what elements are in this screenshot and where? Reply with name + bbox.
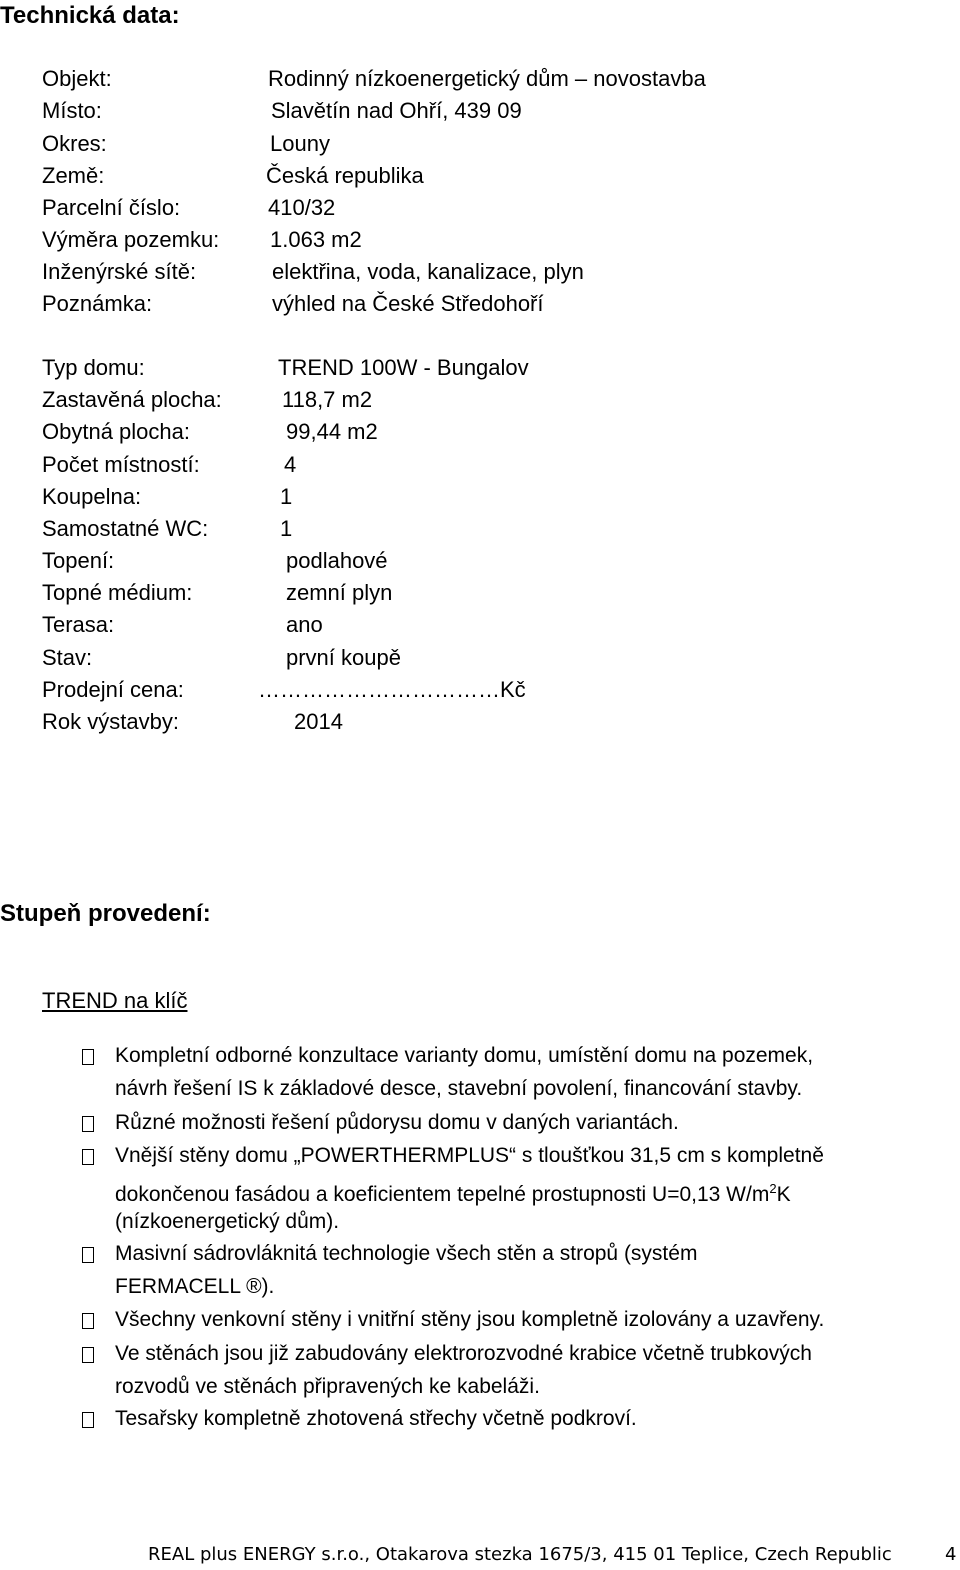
property-label: Objekt: <box>42 66 112 91</box>
house-label: Koupelna: <box>42 484 142 509</box>
house-label: Rok výstavby: <box>42 709 179 734</box>
property-value: elektřina, voda, kanalizace, plyn <box>272 259 584 284</box>
page-number: 4 <box>945 1544 957 1565</box>
property-value: 1.063 m2 <box>270 227 362 252</box>
house-label: Obytná plocha: <box>42 419 190 444</box>
list-item-line: Kompletní odborné konzultace varianty domu, umístění domu na pozemek, <box>115 1044 814 1067</box>
checkbox-icon <box>82 1313 94 1329</box>
superscript: 2 <box>769 1181 777 1196</box>
house-label: Typ domu: <box>42 355 145 380</box>
property-label: Země: <box>42 163 105 188</box>
list-item-text: dokončenou fasádou a koeficientem tepelné prostupnosti U=0,13 W/m <box>115 1183 770 1206</box>
house-value: 1 <box>280 516 293 541</box>
property-label: Poznámka: <box>42 291 153 316</box>
list-item-line: Vnější stěny domu „POWERTHERMPLUS“ s tloušťkou 31,5 cm s kompletně <box>115 1144 824 1167</box>
checkbox-icon <box>82 1347 94 1363</box>
property-value: Slavětín nad Ohří, 439 09 <box>271 98 522 123</box>
checkbox-icon <box>82 1412 94 1428</box>
house-label: Terasa: <box>42 612 115 637</box>
house-value: podlahové <box>286 548 388 573</box>
list-item-line: návrh řešení IS k základové desce, stavební povolení, financování stavby. <box>115 1077 803 1100</box>
house-value: TREND 100W - Bungalov <box>278 355 529 380</box>
list-item-text: K <box>776 1183 791 1206</box>
house-value: 118,7 m2 <box>282 387 373 412</box>
property-value: Česká republika <box>266 163 424 188</box>
property-value: Louny <box>270 131 330 156</box>
house-label: Topení: <box>42 548 115 573</box>
house-value: ano <box>286 612 323 637</box>
heading-finish-level: Stupeň provedení: <box>0 900 211 927</box>
checkbox-icon <box>82 1247 94 1263</box>
property-label: Místo: <box>42 98 102 123</box>
property-label: Inženýrské sítě: <box>42 259 197 284</box>
list-item-line: Ve stěnách jsou již zabudovány elektrorozvodné krabice včetně trubkových <box>115 1342 812 1365</box>
list-item-line: rozvodů ve stěnách připravených ke kabeláži. <box>115 1375 540 1398</box>
list-item-line: FERMACELL ®). <box>115 1275 275 1298</box>
list-item-line: Tesařsky kompletně zhotovená střechy včetně podkroví. <box>115 1407 637 1430</box>
property-value: 410/32 <box>268 195 336 220</box>
house-label: Prodejní cena: <box>42 677 184 702</box>
heading-technical-data: Technická data: <box>0 2 180 29</box>
house-value: ……………………………Kč <box>258 677 526 702</box>
list-item-line: Různé možnosti řešení půdorysu domu v daných variantách. <box>115 1111 679 1134</box>
list-item-line: Všechny venkovní stěny i vnitřní stěny jsou kompletně izolovány a uzavřeny. <box>115 1308 825 1331</box>
finish-level-subheading: TREND na klíč <box>42 988 188 1013</box>
house-label: Topné médium: <box>42 580 193 605</box>
house-value: 2014 <box>294 709 343 734</box>
property-label: Výměra pozemku: <box>42 227 220 252</box>
checkbox-icon <box>82 1116 94 1132</box>
house-value: zemní plyn <box>286 580 393 605</box>
list-item-line: Masivní sádrovláknitá technologie všech stěn a stropů (systém <box>115 1242 698 1265</box>
list-item-line: (nízkoenergetický dům). <box>115 1210 340 1233</box>
list-item-line <box>115 1176 791 1207</box>
house-label: Počet místností: <box>42 452 200 477</box>
property-value: výhled na České Středohoří <box>272 291 544 316</box>
property-label: Parcelní číslo: <box>42 195 181 220</box>
house-value: 99,44 m2 <box>286 419 378 444</box>
house-label: Samostatné WC: <box>42 516 209 541</box>
house-value: první koupě <box>286 645 401 670</box>
checkbox-icon <box>82 1149 94 1165</box>
house-value: 4 <box>284 452 297 477</box>
house-value: 1 <box>280 484 293 509</box>
house-label: Zastavěná plocha: <box>42 387 222 412</box>
property-label: Okres: <box>42 131 107 156</box>
checkbox-icon <box>82 1049 94 1065</box>
house-label: Stav: <box>42 645 93 670</box>
footer-company: REAL plus ENERGY s.r.o., Otakarova stezka 1675/3, 415 01 Teplice, Czech Republic <box>148 1544 892 1565</box>
property-value: Rodinný nízkoenergetický dům – novostavba <box>268 66 706 91</box>
